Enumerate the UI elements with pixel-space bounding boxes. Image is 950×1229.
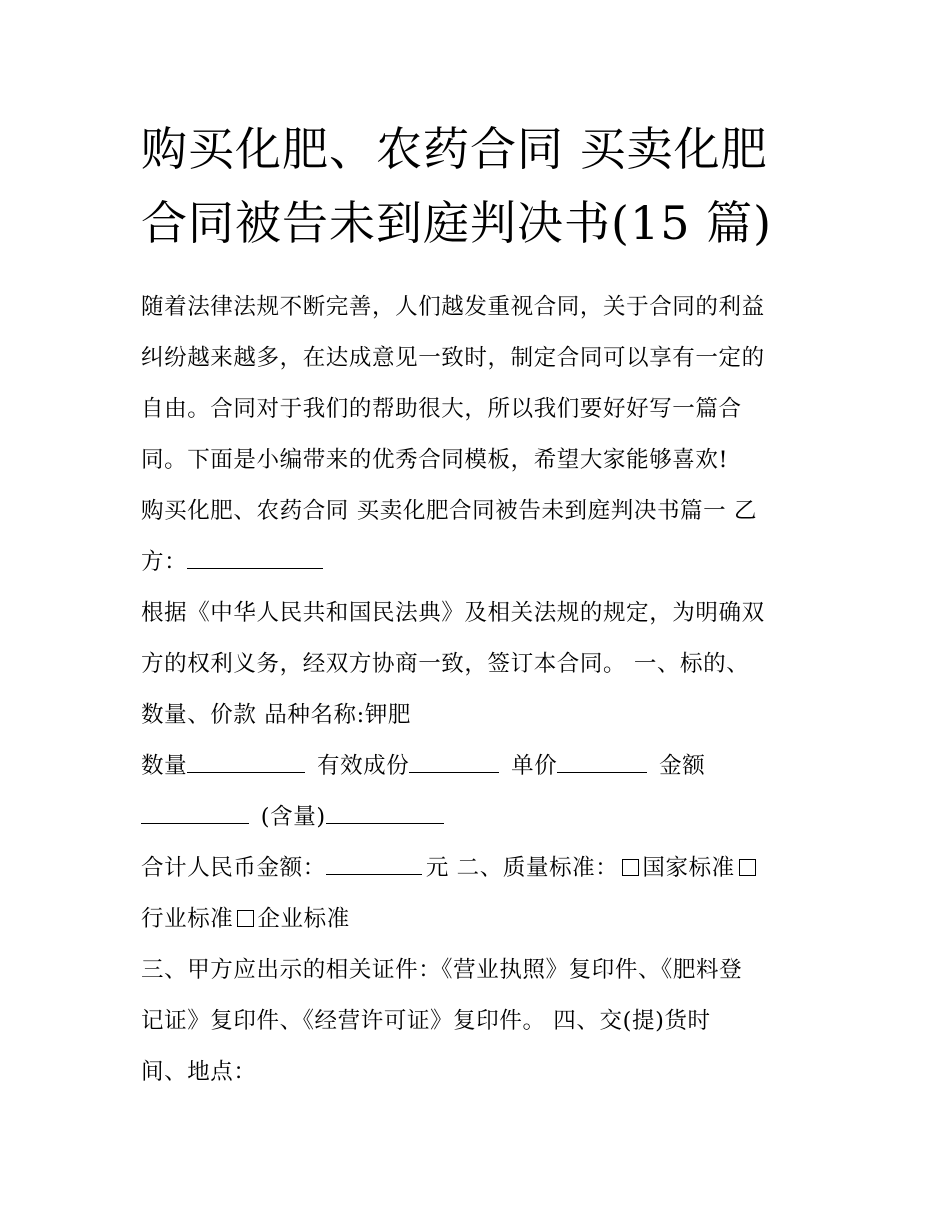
clause-three-line: 记证》复印件、《经营许可证》复印件。 四、交(提)货时 — [141, 1008, 711, 1034]
party-b-blank[interactable] — [187, 550, 323, 569]
fields-line — [141, 741, 813, 792]
clause-three-line: 间、地点： — [141, 1059, 257, 1085]
total-label: 合计人民币金额： — [141, 855, 326, 881]
total-blank[interactable] — [326, 856, 422, 875]
intro-line: 自由。合同对于我们的帮助很大，所以我们要好好写一篇合 — [141, 396, 742, 422]
content-blank[interactable] — [326, 805, 444, 824]
intro-line: 随着法律法规不断完善，人们越发重视合同，关于合同的利益 — [141, 294, 765, 320]
yuan-quality-label: 元 二、质量标准： — [425, 855, 619, 881]
amount-blank[interactable] — [141, 805, 249, 824]
enterprise-standard-label: 企业标准 — [257, 906, 350, 932]
title-line-2: 合同被告未到庭判决书(15 篇) — [141, 196, 773, 250]
intro-line: 同。下面是小编带来的优秀合同模板，希望大家能够喜欢! — [141, 447, 729, 473]
enterprise-standard-checkbox[interactable] — [237, 910, 254, 927]
total-line — [141, 843, 813, 894]
document-page — [141, 112, 813, 1098]
effective-blank[interactable] — [409, 754, 499, 773]
party-b-line — [141, 537, 813, 588]
basis-line: 数量、价款 品种名称:钾肥 — [141, 702, 412, 728]
intro-line: 纠纷越来越多，在达成意见一致时，制定合同可以享有一定的 — [141, 345, 765, 371]
clause-three-line: 三、甲方应出示的相关证件：《营业执照》复印件、《肥料登 — [141, 957, 743, 983]
effective-label: 有效成份 — [316, 753, 410, 779]
national-standard-checkbox[interactable] — [622, 859, 639, 876]
content-label: (含量) — [260, 804, 326, 830]
amount-label: 金额 — [659, 753, 706, 779]
document-title — [141, 112, 813, 260]
quantity-blank[interactable] — [187, 754, 305, 773]
section-heading: 购买化肥、农药合同 买卖化肥合同被告未到庭判决书篇一 乙 — [141, 498, 758, 524]
unit-price-label: 单价 — [511, 753, 558, 779]
document-body — [141, 282, 813, 1098]
unit-price-blank[interactable] — [557, 754, 647, 773]
national-standard-label: 国家标准 — [642, 855, 735, 881]
party-b-label: 方： — [141, 549, 188, 575]
basis-line: 根据《中华人民共和国民法典》及相关法规的规定，为明确双 — [141, 600, 765, 626]
quantity-label: 数量 — [141, 753, 188, 779]
basis-line: 方的权利义务，经双方协商一致，签订本合同。 一、标的、 — [141, 651, 750, 677]
standards-line — [141, 894, 813, 945]
fields-line-2 — [141, 792, 813, 843]
title-line-1: 购买化肥、农药合同 买卖化肥 — [141, 122, 768, 176]
industry-standard-label: 行业标准 — [141, 906, 234, 932]
industry-standard-checkbox[interactable] — [739, 859, 756, 876]
